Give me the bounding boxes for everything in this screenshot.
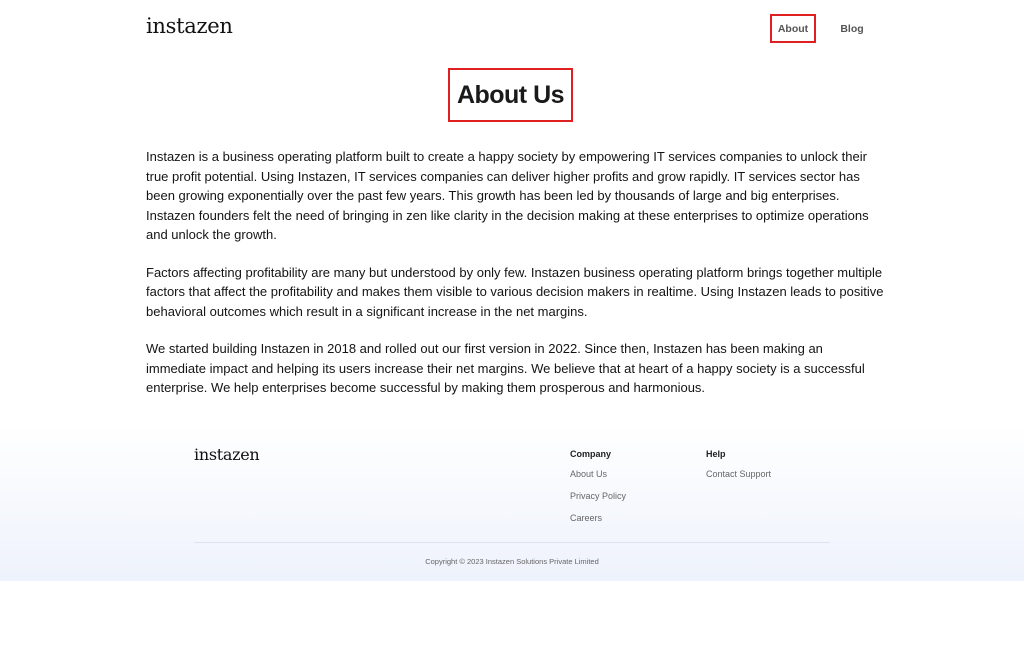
footer-divider: [194, 542, 830, 543]
site-header: [0, 0, 1024, 56]
site-logo[interactable]: instazen: [146, 14, 233, 38]
footer-link-about-us[interactable]: About Us: [570, 469, 608, 479]
footer-help-column: [706, 449, 771, 491]
site-footer: [0, 425, 1024, 581]
footer-link-contact-support[interactable]: Contact Support: [706, 469, 772, 479]
paragraph-1: Instazen is a business operating platform built to create a happy society by empowering IT services companies to unlock their true profit potential. Using Instazen, IT services companies can deliver higher profits and grow rapidly. IT services sector has been growing exponentially over the past few years. This growth has been led by thousands of large and big enterprises. Instazen founders felt the need of bringing in zen like clarity in the decision making at these enterprises to optimize operations and unlock the growth.: [146, 149, 869, 242]
paragraph-3: We started building Instazen in 2018 and rolled out our first version in 2022. Since then, Instazen has been making an immediate impact and helping its users increase their net margins. We believe that at heart of a happy society is a successful enterprise. We help enterprises become successful by making them prosperous and harmonious.: [146, 341, 865, 395]
footer-help-heading: Help: [706, 449, 726, 459]
page-title: About Us: [448, 68, 573, 122]
footer-link-privacy-policy[interactable]: Privacy Policy: [570, 491, 627, 501]
about-content: [146, 147, 886, 416]
copyright-text: Copyright © 2023 Instazen Solutions Private Limited: [425, 557, 599, 566]
footer-company-column: [570, 449, 626, 535]
nav-link-blog[interactable]: Blog: [840, 22, 864, 35]
paragraph-2: Factors affecting profitability are many but understood by only few. Instazen business operating platform brings together multiple factors that affect the profitability and makes them visible to various decision makers in realtime. Using Instazen leads to positive behavioral outcomes which result in a significant increase in the net margins.: [146, 264, 884, 319]
footer-company-heading: Company: [570, 449, 612, 459]
footer-logo[interactable]: instazen: [194, 445, 260, 464]
nav-link-about[interactable]: About: [770, 14, 816, 43]
footer-link-careers[interactable]: Careers: [570, 513, 603, 523]
